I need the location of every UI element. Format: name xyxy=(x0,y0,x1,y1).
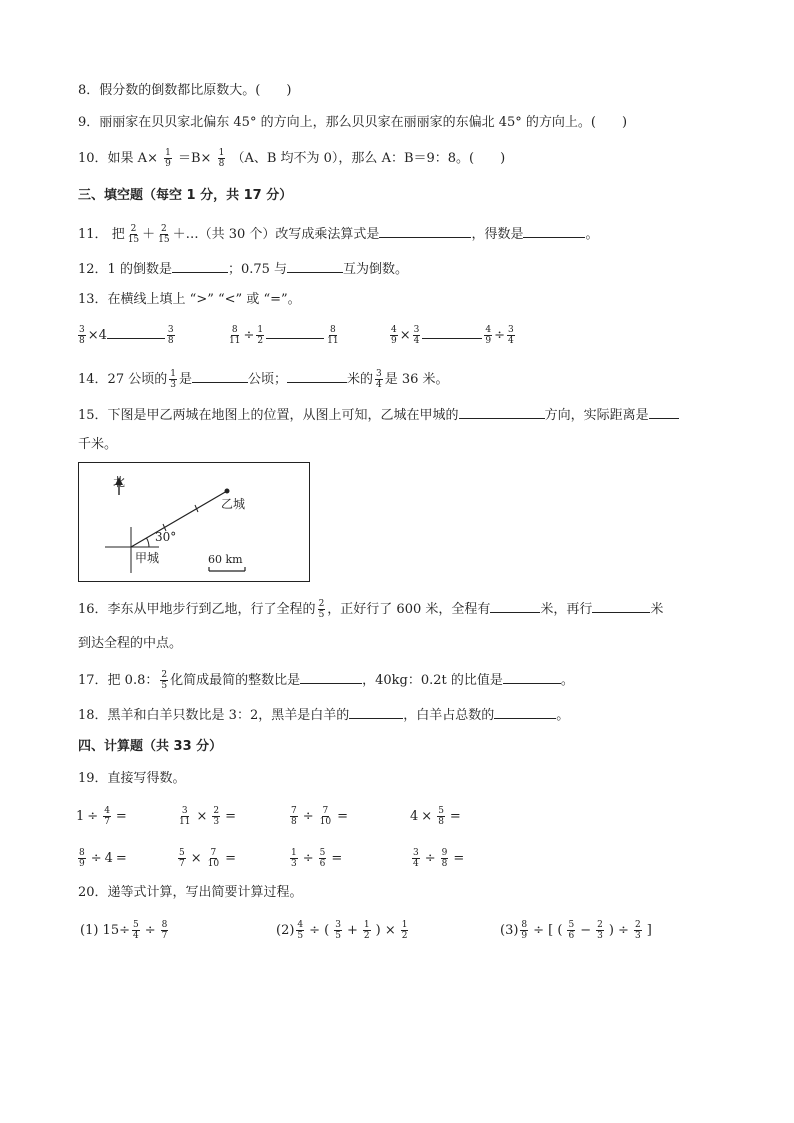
question-number: 19． xyxy=(78,771,108,786)
fraction xyxy=(401,920,409,941)
text-segment: 。 xyxy=(585,227,599,242)
text-segment: ，正好行了 600 米，全程有 xyxy=(327,602,491,617)
question-number: 8． xyxy=(78,83,100,98)
operator: ÷ ( xyxy=(309,923,330,938)
text-segment: ＋ xyxy=(142,227,156,242)
denominator: 9 xyxy=(165,159,171,169)
fraction xyxy=(507,325,515,346)
denominator: 5 xyxy=(161,681,168,691)
denominator: 4 xyxy=(413,859,419,869)
denominator: 4 xyxy=(508,336,514,346)
fraction xyxy=(178,848,186,869)
text-segment: 把 0.8： xyxy=(107,673,159,688)
question-text: 在横线上填上 “>” “<” 或 “=”。 xyxy=(107,292,301,307)
equals-sign: = xyxy=(453,851,465,866)
denominator: 11 xyxy=(179,817,191,827)
denominator: 6 xyxy=(568,931,575,941)
numerator: 2 xyxy=(634,920,641,930)
denominator: 11 xyxy=(229,336,241,346)
problem-label: (1) 15÷ xyxy=(80,923,130,938)
answer-blank[interactable] xyxy=(349,706,403,719)
text-segment: 把 xyxy=(111,227,125,242)
fraction xyxy=(441,848,449,869)
answer-blank[interactable] xyxy=(523,225,585,238)
numerator: 8 xyxy=(79,848,85,858)
answer-blank[interactable] xyxy=(459,406,545,419)
operator: + xyxy=(347,923,358,938)
operator: × xyxy=(196,809,208,824)
operator: × xyxy=(190,851,202,866)
operator: ÷ xyxy=(90,851,102,866)
fraction xyxy=(160,670,168,691)
fraction xyxy=(127,224,140,245)
denominator: 9 xyxy=(391,336,397,346)
answer-blank[interactable] xyxy=(192,370,248,383)
operator: ) ÷ xyxy=(608,923,629,938)
answer-blank[interactable] xyxy=(649,406,679,419)
denominator: 8 xyxy=(218,159,225,169)
numerator: 3 xyxy=(79,325,85,335)
question-12 xyxy=(78,260,408,279)
numerator: 8 xyxy=(329,325,336,335)
question-9 xyxy=(78,114,627,132)
denominator: 8 xyxy=(291,817,297,827)
city-b-point xyxy=(225,489,230,494)
denominator: 7 xyxy=(179,859,185,869)
numerator: 1 xyxy=(218,148,225,158)
fraction xyxy=(78,325,86,346)
denominator: 5 xyxy=(297,931,304,941)
numerator: 2 xyxy=(161,224,167,234)
numerator: 3 xyxy=(413,848,419,858)
denominator: 7 xyxy=(161,931,168,941)
operator: ) × xyxy=(375,923,396,938)
question-number: 20． xyxy=(78,885,108,900)
question-20 xyxy=(78,884,303,902)
numerator: 3 xyxy=(335,920,341,930)
denominator: 8 xyxy=(79,336,85,346)
fraction xyxy=(375,369,383,390)
text-segment: 如果 A× xyxy=(107,151,158,166)
numerator: 4 xyxy=(485,325,492,335)
numerator: 1 xyxy=(165,148,171,158)
fraction xyxy=(318,599,326,620)
question-number: 16． xyxy=(78,602,108,617)
fraction xyxy=(412,848,420,869)
fraction xyxy=(296,920,304,941)
answer-blank[interactable] xyxy=(107,326,165,339)
question-13 xyxy=(78,291,301,309)
calc-problem-1 xyxy=(80,920,170,941)
numerator: 3 xyxy=(181,806,188,816)
answer-blank[interactable] xyxy=(300,671,362,684)
compare-item-1 xyxy=(76,325,177,346)
numerator: 1 xyxy=(257,325,264,335)
fraction xyxy=(596,920,604,941)
denominator: 8 xyxy=(438,817,444,827)
angle-arc xyxy=(147,538,150,547)
operator: ÷ xyxy=(243,328,255,343)
question-number: 14． xyxy=(78,372,108,387)
text-segment: ；0.75 与 xyxy=(227,262,288,277)
denominator: 5 xyxy=(318,610,325,620)
text-segment: 。 xyxy=(560,673,574,688)
denominator: 3 xyxy=(291,859,297,869)
operand: 1 xyxy=(76,809,85,824)
answer-blank[interactable] xyxy=(494,706,556,719)
text-segment: （A、B 均不为 0），那么 A：B＝9：8。( ) xyxy=(231,151,506,166)
mental-calc-item xyxy=(288,848,345,869)
numerator: 7 xyxy=(210,848,217,858)
fraction xyxy=(290,806,298,827)
text-segment: ＝B× xyxy=(177,151,212,166)
question-11 xyxy=(78,224,598,245)
fraction xyxy=(520,920,528,941)
numerator: 3 xyxy=(167,325,174,335)
city-b-label: 乙城 xyxy=(221,497,246,511)
question-number: 17． xyxy=(78,673,108,688)
text-segment: 米，再行 xyxy=(540,602,593,617)
text-segment: 方向，实际距离是 xyxy=(544,408,649,423)
mental-calc-item xyxy=(176,806,239,827)
equals-sign: = xyxy=(331,851,343,866)
denominator: 3 xyxy=(597,931,603,941)
problem-label: (3) xyxy=(500,923,519,938)
answer-blank[interactable] xyxy=(503,671,561,684)
numerator: 8 xyxy=(521,920,528,930)
section-heading: 三、填空题（每空 1 分，共 17 分） xyxy=(78,188,293,203)
text-segment: 化简成最简的整数比是 xyxy=(170,673,301,688)
numerator: 9 xyxy=(441,848,448,858)
section-heading: 四、计算题（共 33 分） xyxy=(78,739,223,754)
operator: × xyxy=(399,328,411,343)
equals-sign: = xyxy=(337,809,348,824)
question-number: 18． xyxy=(78,708,108,723)
question-16 xyxy=(78,599,663,620)
fraction xyxy=(256,325,264,346)
question-text: 假分数的倒数都比原数大。( ) xyxy=(99,83,292,98)
question-15-line2: 千米。 xyxy=(78,437,118,452)
question-15 xyxy=(78,406,679,425)
fraction xyxy=(218,148,226,169)
operator: × xyxy=(421,809,433,824)
denominator: 9 xyxy=(521,931,528,941)
numerator: 2 xyxy=(318,599,325,609)
denominator: 7 xyxy=(104,817,110,827)
answer-blank[interactable] xyxy=(266,326,324,339)
denominator: 3 xyxy=(213,817,220,827)
text-segment: 米的 xyxy=(347,372,374,387)
fraction xyxy=(169,369,177,390)
mental-calc-item xyxy=(410,806,464,827)
operator: ÷ xyxy=(302,809,314,824)
numerator: 4 xyxy=(297,920,304,930)
denominator: 8 xyxy=(167,336,174,346)
text-segment: ，40kg：0.2t 的比值是 xyxy=(362,673,503,688)
equals-sign: = xyxy=(115,809,127,824)
question-number: 9． xyxy=(78,115,100,130)
numerator: 4 xyxy=(391,325,397,335)
fraction xyxy=(157,224,170,245)
direction-line xyxy=(131,491,227,547)
text-segment: 米 xyxy=(650,602,664,617)
question-18 xyxy=(78,706,569,725)
denominator: 10 xyxy=(207,859,220,869)
answer-blank[interactable] xyxy=(287,260,343,273)
equals-sign: = xyxy=(225,809,236,824)
map-figure xyxy=(78,462,310,582)
numerator: 7 xyxy=(291,806,297,816)
fraction xyxy=(634,920,642,941)
denominator: 4 xyxy=(376,380,382,390)
denominator: 11 xyxy=(327,336,339,346)
denominator: 3 xyxy=(634,931,641,941)
question-17 xyxy=(78,670,574,691)
fraction xyxy=(319,848,327,869)
fraction xyxy=(437,806,445,827)
fraction xyxy=(103,806,111,827)
mental-calc-item xyxy=(76,848,130,869)
text-segment: 互为倒数。 xyxy=(343,262,409,277)
operator: ÷ xyxy=(144,923,156,938)
question-number: 10． xyxy=(78,151,108,166)
equals-sign: = xyxy=(225,851,236,866)
compare-item-3 xyxy=(388,325,517,346)
denominator: 6 xyxy=(319,859,326,869)
question-number: 11． xyxy=(78,227,108,242)
fraction xyxy=(484,325,492,346)
fraction xyxy=(212,806,220,827)
answer-blank[interactable] xyxy=(172,260,228,273)
numerator: 5 xyxy=(568,920,575,930)
denominator: 5 xyxy=(335,931,341,941)
question-text: 直接写得数。 xyxy=(107,771,186,786)
text-segment: 27 公顷的 xyxy=(107,372,168,387)
text-segment: 李东从甲地步行到乙地，行了全程的 xyxy=(107,602,316,617)
text-segment: ＋…（共 30 个）改写成乘法算式是 xyxy=(172,227,380,242)
numerator: 3 xyxy=(508,325,514,335)
numerator: 5 xyxy=(179,848,185,858)
denominator: 2 xyxy=(363,931,370,941)
operator: ÷ xyxy=(424,851,436,866)
answer-blank[interactable] xyxy=(490,600,540,613)
text-segment: 是 36 米。 xyxy=(384,372,449,387)
denominator: 9 xyxy=(485,336,492,346)
text-segment: ，白羊占总数的 xyxy=(403,708,495,723)
answer-blank[interactable] xyxy=(592,600,650,613)
numerator: 3 xyxy=(413,325,420,335)
operand: 4 xyxy=(104,851,113,866)
denominator: 8 xyxy=(441,859,448,869)
fraction xyxy=(78,848,86,869)
fraction xyxy=(567,920,575,941)
operator: ÷ [ ( xyxy=(533,923,563,938)
fraction xyxy=(390,325,398,346)
text-segment: 黑羊和白羊只数比是 3：2，黑羊是白羊的 xyxy=(107,708,350,723)
fraction xyxy=(178,806,191,827)
text-segment: 。 xyxy=(556,708,570,723)
denominator: 3 xyxy=(170,380,176,390)
north-label: 北 xyxy=(113,475,126,489)
numerator: 1 xyxy=(363,920,370,930)
answer-blank[interactable] xyxy=(287,370,347,383)
calc-problem-3 xyxy=(500,920,655,941)
operator: ×4 xyxy=(87,328,107,343)
equals-sign: = xyxy=(115,851,127,866)
fraction xyxy=(167,325,175,346)
answer-blank[interactable] xyxy=(422,326,482,339)
question-text: 下图是甲乙两城在地图上的位置，从图上可知，乙城在甲城的 xyxy=(107,408,459,423)
fraction xyxy=(326,325,339,346)
question-number: 13． xyxy=(78,292,108,307)
numerator: 1 xyxy=(291,848,297,858)
operator: ÷ xyxy=(87,809,99,824)
question-16-line2: 到达全程的中点。 xyxy=(78,636,183,651)
numerator: 2 xyxy=(130,224,137,234)
city-a-label: 甲城 xyxy=(135,551,160,565)
operand: 4 xyxy=(410,809,419,824)
numerator: 2 xyxy=(213,806,220,816)
question-19 xyxy=(78,770,186,788)
question-8 xyxy=(78,82,291,100)
numerator: 5 xyxy=(132,920,139,930)
problem-label: (2) xyxy=(276,923,295,938)
question-text: 递等式计算，写出简要计算过程。 xyxy=(107,885,303,900)
fraction xyxy=(207,848,220,869)
text-segment: ，得数是 xyxy=(471,227,524,242)
compare-item-2 xyxy=(226,325,342,346)
fraction xyxy=(334,920,342,941)
text-segment: 公顷； xyxy=(247,372,287,387)
operator: ÷ xyxy=(302,851,314,866)
question-number: 15． xyxy=(78,408,108,423)
fraction xyxy=(363,920,371,941)
text-segment: 1 的倒数是 xyxy=(107,262,172,277)
numerator: 3 xyxy=(376,369,382,379)
numerator: 1 xyxy=(401,920,408,930)
fraction xyxy=(132,920,140,941)
denominator: 2 xyxy=(257,336,264,346)
operator: ] xyxy=(646,923,652,938)
numerator: 7 xyxy=(322,806,329,816)
fraction xyxy=(161,920,169,941)
numerator: 5 xyxy=(319,848,326,858)
numerator: 8 xyxy=(161,920,168,930)
fraction xyxy=(319,806,332,827)
numerator: 2 xyxy=(597,920,603,930)
denominator: 4 xyxy=(132,931,139,941)
question-10 xyxy=(78,148,505,169)
question-number: 12． xyxy=(78,262,108,277)
text-segment: 是 xyxy=(178,372,192,387)
calc-problem-2 xyxy=(276,920,410,941)
numerator: 2 xyxy=(161,670,168,680)
denominator: 2 xyxy=(401,931,408,941)
numerator: 4 xyxy=(104,806,110,816)
denominator: 15 xyxy=(127,235,140,245)
angle-label: 30° xyxy=(155,530,177,544)
operator: ÷ xyxy=(494,328,506,343)
operator: − xyxy=(580,923,592,938)
scale-label: 60 km xyxy=(208,553,243,566)
numerator: 1 xyxy=(170,369,176,379)
fraction xyxy=(164,148,172,169)
denominator: 15 xyxy=(158,235,170,245)
denominator: 4 xyxy=(413,336,420,346)
equals-sign: = xyxy=(449,809,461,824)
denominator: 10 xyxy=(319,817,332,827)
numerator: 8 xyxy=(231,325,238,335)
numerator: 5 xyxy=(438,806,444,816)
mental-calc-item xyxy=(176,848,239,869)
fraction xyxy=(290,848,298,869)
mental-calc-item xyxy=(288,806,351,827)
mental-calc-item xyxy=(76,806,130,827)
question-text: 丽丽家在贝贝家北偏东 45° 的方向上，那么贝贝家在丽丽家的东偏北 45° 的方向上。( ) xyxy=(99,115,628,130)
denominator: 9 xyxy=(79,859,85,869)
fraction xyxy=(413,325,421,346)
mental-calc-item xyxy=(410,848,467,869)
question-14 xyxy=(78,369,449,390)
answer-blank[interactable] xyxy=(379,225,471,238)
fraction xyxy=(228,325,241,346)
